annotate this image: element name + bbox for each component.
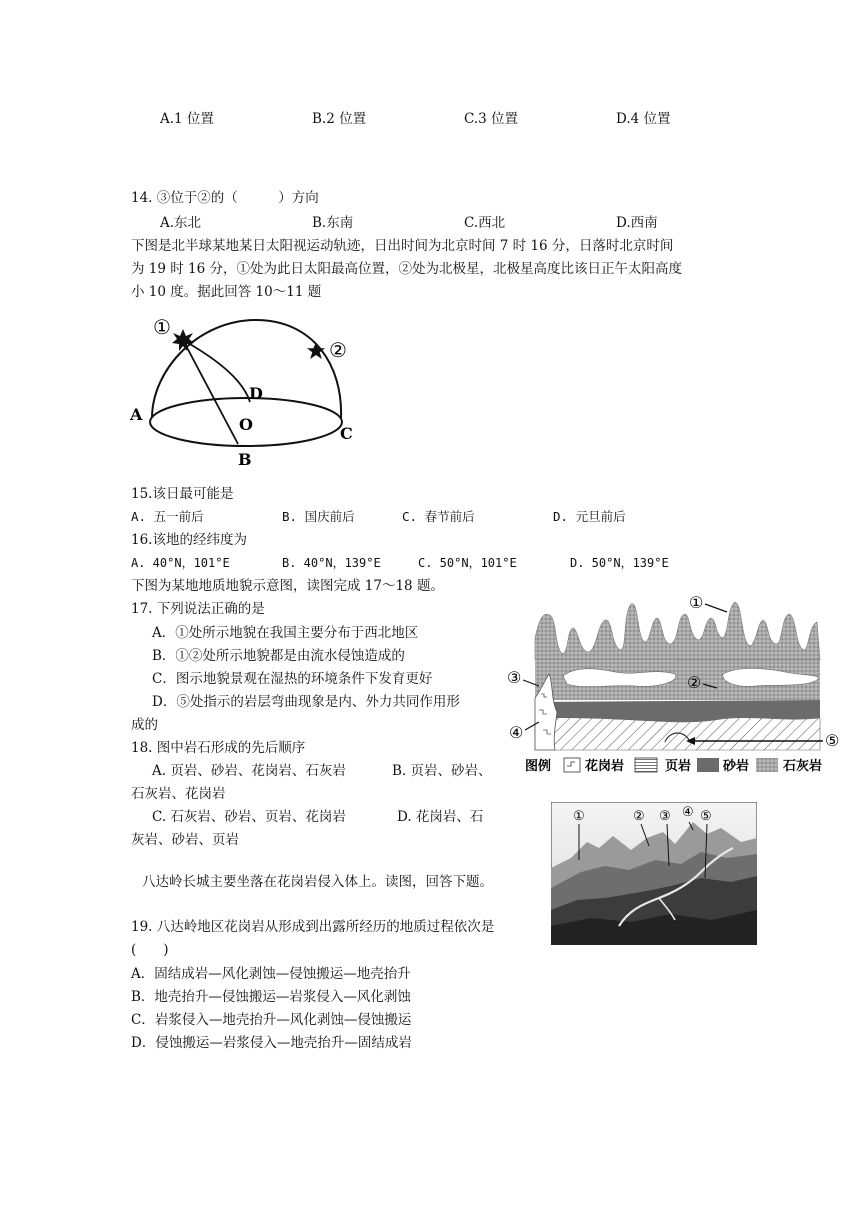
sun-icon	[172, 329, 194, 351]
q15-option-c: C. 春节前后	[402, 509, 475, 524]
q17-option-a: A．①处所示地貌在我国主要分布于西北地区	[152, 625, 419, 641]
label-b: B	[238, 450, 252, 469]
marker-3: ③	[507, 668, 522, 687]
q13-option-c: C.3 位置	[464, 111, 519, 127]
marker-5: ⑤	[825, 731, 840, 750]
sun-label: ①	[153, 315, 171, 339]
q16-option-b: B. 40°N，139°E	[282, 556, 381, 570]
label-o: O	[239, 415, 253, 434]
badaling-photo	[551, 802, 757, 945]
q14-option-a: A.东北	[160, 215, 202, 231]
intro-geo: 下图为某地地质地貌示意图，读图完成 17～18 题。	[131, 578, 444, 594]
q15-option-d: D. 元旦前后	[553, 509, 626, 524]
q18-option-d: D. 花岗岩、石	[397, 809, 484, 825]
legend-label-shale: 页岩	[665, 759, 692, 774]
photo-marker-1: ①	[573, 809, 585, 824]
photo-marker-2: ②	[633, 809, 645, 824]
q13-option-a: A.1 位置	[160, 111, 214, 127]
star-label: ②	[329, 338, 347, 362]
q19-stem: 19. 八达岭地区花岗岩从形成到出露所经历的地质过程依次是	[131, 919, 495, 935]
q16-option-d: D. 50°N，139°E	[570, 556, 669, 570]
q18-option-a: A. 页岩、砂岩、花岗岩、石灰岩	[152, 763, 346, 779]
legend-label-sandstone: 砂岩	[723, 759, 750, 774]
q19-option-c: C．岩浆侵入—地壳抬升—风化剥蚀—侵蚀搬运	[131, 1012, 412, 1028]
q19-option-a: A．固结成岩—风化剥蚀—侵蚀搬运—地壳抬升	[131, 966, 411, 982]
q19-paren: ( )	[131, 942, 169, 958]
legend-swatch-granite	[564, 758, 580, 772]
q15-stem: 15.该日最可能是	[131, 486, 234, 502]
q13-option-b: B.2 位置	[312, 111, 367, 127]
q18-option-c: C. 石灰岩、砂岩、页岩、花岗岩	[152, 809, 346, 825]
geology-diagram	[505, 590, 845, 778]
q18-stem: 18. 图中岩石形成的先后顺序	[131, 740, 306, 756]
q16-option-a: A. 40°N，101°E	[131, 556, 230, 570]
intro-sun-line-2: 为 19 时 16 分，①处为此日太阳最高位置，②处为北极星，北极星高度比该日正午太阳高度	[131, 261, 683, 277]
photo-marker-3: ③	[659, 809, 671, 824]
q16-stem: 16.该地的经纬度为	[131, 532, 247, 548]
q18-option-b-cont: 石灰岩、花岗岩	[131, 786, 226, 802]
q14-option-d: D.西南	[616, 215, 658, 231]
legend-label-limestone: 石灰岩	[783, 759, 823, 774]
legend-swatch-shale	[635, 758, 657, 772]
q16-option-c: C. 50°N，101°E	[418, 556, 517, 570]
q18-option-b: B. 页岩、砂岩、	[392, 763, 492, 779]
photo-marker-4: ④	[682, 805, 694, 820]
limestone-layer	[535, 602, 820, 660]
legend-swatch-limestone	[756, 758, 778, 772]
intro-sun-line-1: 下图是北半球某地某日太阳视运动轨迹，日出时间为北京时间 7 时 16 分，日落时北京时间	[131, 238, 674, 254]
q15-option-b: B. 国庆前后	[282, 509, 355, 524]
q17-option-d: D．⑤处指示的岩层弯曲现象是内、外力共同作用形	[152, 694, 460, 710]
q19-option-d: D．侵蚀搬运—岩浆侵入—地壳抬升—固结成岩	[131, 1035, 412, 1051]
marker-2: ②	[687, 673, 702, 692]
label-a: A	[130, 405, 143, 424]
q13-option-d: D.4 位置	[616, 111, 671, 127]
shale-layer	[535, 718, 820, 750]
q15-option-a: A. 五一前后	[131, 509, 204, 524]
legend-swatch-sandstone	[697, 758, 719, 772]
photo-marker-5: ⑤	[700, 809, 712, 824]
q18-option-d-cont: 灰岩、砂岩、页岩	[131, 832, 239, 848]
q19-option-b: B．地壳抬升—侵蚀搬运—岩浆侵入—风化剥蚀	[131, 989, 411, 1005]
q17-option-d-cont: 成的	[131, 717, 158, 733]
q17-option-c: C．图示地貌景观在湿热的环境条件下发育更好	[152, 671, 433, 687]
sun-path-diagram	[128, 310, 368, 474]
marker-4: ④	[509, 723, 524, 742]
legend-label-granite: 花岗岩	[585, 759, 625, 774]
q14-stem: 14. ③位于②的（ ）方向	[131, 190, 319, 206]
intro-sun-line-3: 小 10 度。据此回答 10～11 题	[131, 284, 322, 300]
legend-title: 图例	[525, 759, 552, 774]
q14-option-c: C.西北	[464, 215, 506, 231]
q17-option-b: B．①②处所示地貌都是由流水侵蚀造成的	[152, 648, 405, 664]
q14-option-b: B.东南	[312, 215, 354, 231]
marker-1: ①	[689, 593, 704, 612]
label-c: C	[340, 424, 353, 443]
label-d: D	[249, 384, 263, 403]
q17-stem: 17. 下列说法正确的是	[131, 601, 265, 617]
intro-badaling: 八达岭长城主要坐落在花岗岩侵入体上。读图，回答下题。	[142, 874, 493, 890]
